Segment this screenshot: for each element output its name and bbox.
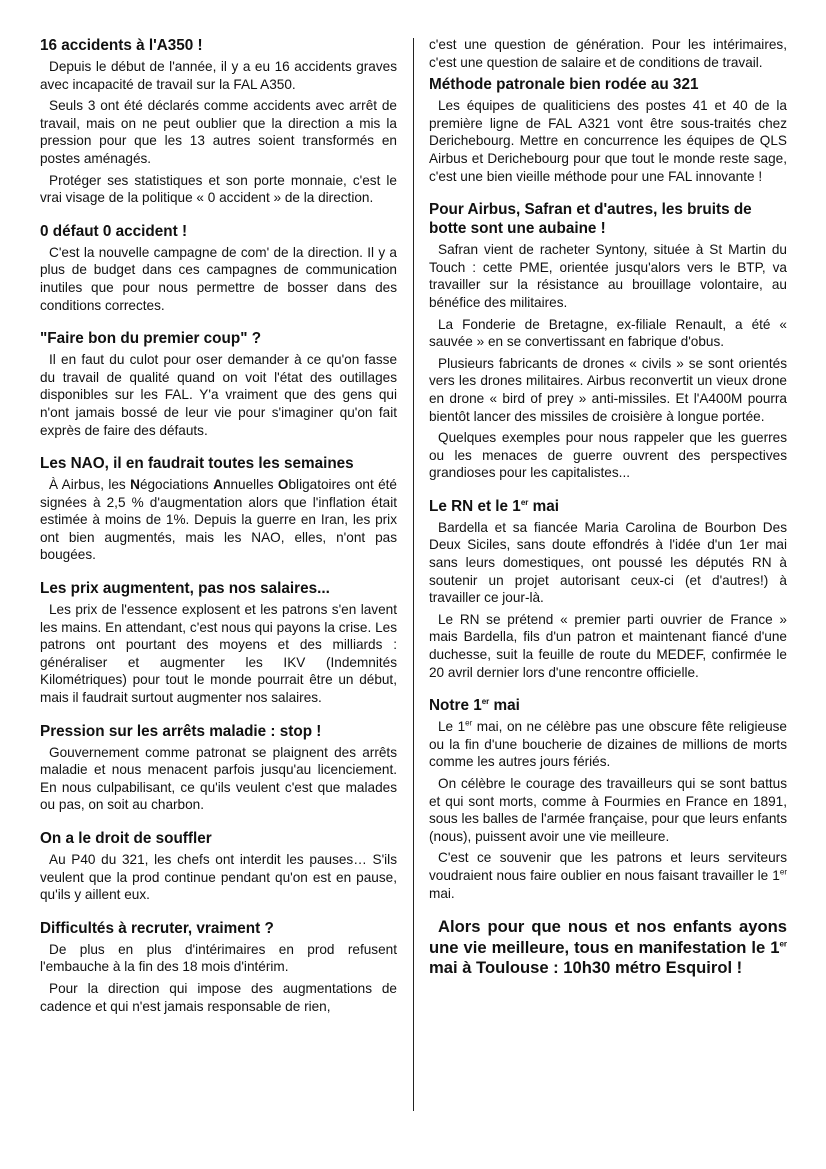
article-title: Pression sur les arrêts maladie : stop ! (40, 722, 322, 740)
paragraph: Pour la direction qui impose des augmentations de cadence et qui n'est jamais responsable de rien, (40, 980, 397, 1014)
article-notre-premier-mai (429, 696, 787, 902)
left-column (40, 36, 397, 1019)
paragraph: Au P40 du 321, les chefs ont interdit les pauses… S'ils veulent que la prod continue pendant qu'on est en pause, qu'ils y aillent eux. (40, 852, 397, 903)
article-title: On a le droit de souffler (40, 830, 212, 847)
paragraph: Seuls 3 ont été déclarés comme accidents avec arrêt de travail, mais on ne peut oublier que la direction a mis la pression pour que les 13 autres soient transformés en postes aménagés. (40, 98, 397, 166)
article-title: 16 accidents à l'A350 ! (40, 37, 203, 54)
paragraph: Gouvernement comme patronat se plaignent des arrêts maladie et nous menacent parfois jusqu'au licenciement. En nous culpabilisant, ce qu'ils veulent c'est que malades ou pas, on soit au charbon. (40, 744, 397, 813)
article-recruter-continued (429, 36, 787, 71)
article-title: "Faire bon du premier coup" ? (40, 330, 262, 348)
article-title: Pour Airbus, Safran et d'autres, les bruits de botte sont une aubaine ! (429, 201, 752, 238)
article-title: Les prix augmentent, pas nos salaires... (40, 580, 330, 598)
paragraph: Safran vient de racheter Syntony, située à St Martin du Touch : cette PME, orientée jusqu'alors vers le BTP, va travailler sur la résistance au brouillage volontaire, au bénéfice des militaires. (429, 242, 787, 310)
paragraph: c'est une question de génération. Pour les intérimaires, c'est une question de salaire et de conditions de travail. (429, 37, 787, 70)
paragraph: Plusieurs fabricants de drones « civils » se sont orientés vers les drones militaires. Airbus reconvertit un vieux drone en drone « bird of prey » anti-missiles. Et l'A400M pourra bientôt lancer des missiles de croisière à longue portée. (429, 355, 787, 424)
article-rn-premier-mai (429, 497, 787, 681)
paragraph: Depuis le début de l'année, il y a eu 16 accidents graves avec incapacité de travail sur la FAL A350. (40, 59, 397, 92)
paragraph: De plus en plus d'intérimaires en prod refusent l'embauche à la fin des 18 mois d'intérim. (40, 941, 397, 975)
article-zero-defaut (40, 222, 397, 314)
article-nao (40, 454, 397, 564)
article-arrets-maladie (40, 722, 397, 814)
paragraph: Les prix de l'essence explosent et les patrons s'en lavent les mains. En attendant, c'est nous qui payons la crise. Les patrons ont pourtant des moyens et des milliards : généraliser et augmenter les IKV (Indemnités Kilométriques) pour tout le monde pourrait être un début, mais il faudrait surtout augmenter nos salaires. (40, 602, 397, 706)
paragraph: On célèbre le courage des travailleurs qui se sont battus et qui sont morts, comme à Fourmies en France en 1891, sous les balles de l'armée française, pour que leurs enfants (nous), puissent avoir une vie meilleure. (429, 776, 787, 844)
paragraph: C'est ce souvenir que les patrons et leurs serviteurs voudraient nous faire oublier en nous faisant travailler le 1er mai. (429, 850, 787, 901)
paragraph: Bardella et sa fiancée Maria Carolina de Bourbon Des Deux Siciles, sans doute effondrés à l'idée d'un 1er mai sans leurs domestiques, ont poussé les députés RN à soutenir un projet autorisant ceux-ci (et d'autres!) à travailler ce jour-là. (429, 519, 787, 606)
paragraph: Le RN se prétend « premier parti ouvrier de France » mais Bardella, fils d'un patron et maintenant fiancé d'une duchesse, suit la feuille de route du MEDEF, confirmée le 20 avril dernier lors d'une rencontre officielle. (429, 611, 787, 680)
paragraph: Le 1er mai, on ne célèbre pas une obscure fête religieuse ou la fin d'une boucherie de dizaines de millions de morts comme les autres jours fériés. (429, 718, 787, 770)
article-title: Le RN et le 1er mai (429, 497, 559, 515)
article-title: Notre 1er mai (429, 697, 520, 715)
paragraph: À Airbus, les Négociations Annuelles Obligatoires ont été signées à 2,5 % d'augmentation alors que l'inflation était estimée à moins de 1%. Depuis la guerre en Iran, les prix ont bien augmentés, mais les NAO, elles, n'ont pas bougées. (40, 477, 397, 563)
paragraph: Quelques exemples pour nous rappeler que les guerres ou les menaces de guerre ouvrent des perspectives grandioses pour les capitalistes... (429, 430, 787, 481)
article-title: Difficultés à recruter, vraiment ? (40, 919, 274, 937)
article-title: 0 défaut 0 accident ! (40, 222, 188, 240)
article-a350-accidents (40, 36, 397, 207)
article-title: Méthode patronale bien rodée au 321 (429, 76, 699, 94)
call-to-action: Alors pour que nous et nos enfants ayons une vie meilleure, tous en manifestation le 1er mai à Toulouse : 10h30 métro Esquirol ! (429, 917, 787, 978)
paragraph: Il en faut du culot pour oser demander à ce qu'on fasse du travail de qualité quand on voit l'état des outillages disponibles sur les FAL. Y'a vraiment que des gens qui n'ont jamais bossé de leur vie pour s'imaginer qu'on fait exprès de faire des défauts. (40, 352, 397, 438)
right-column (429, 36, 787, 979)
column-divider (413, 38, 414, 1111)
article-title: Les NAO, il en faudrait toutes les semaines (40, 455, 354, 473)
article-bruits-de-botte (429, 200, 787, 482)
paragraph: C'est la nouvelle campagne de com' de la direction. Il y a plus de budget dans ces campagnes de communication inutiles que pour nous permettre de bosser dans des conditions correctes. (40, 244, 397, 313)
article-faire-bon (40, 329, 397, 439)
paragraph: Les équipes de qualiticiens des postes 41 et 40 de la première ligne de FAL A321 vont être sous-traités chez Derichebourg. Mettre en concurrence les équipes de QLS Airbus et Derichebourg pour que tout le monde reste sage, c'est une bien vieille méthode pour une FAL innovante ! (429, 98, 787, 184)
paragraph: Protéger ses statistiques et son porte monnaie, c'est le vrai visage de la politique « 0 accident » de la direction. (40, 172, 397, 206)
article-methode-patronale (429, 75, 787, 185)
article-recruter (40, 919, 397, 1015)
article-prix-salaires (40, 579, 397, 707)
article-droit-souffler (40, 829, 397, 904)
paragraph: La Fonderie de Bretagne, ex-filiale Renault, a été « sauvée » en se convertissant en fabrique d'obus. (429, 316, 787, 350)
